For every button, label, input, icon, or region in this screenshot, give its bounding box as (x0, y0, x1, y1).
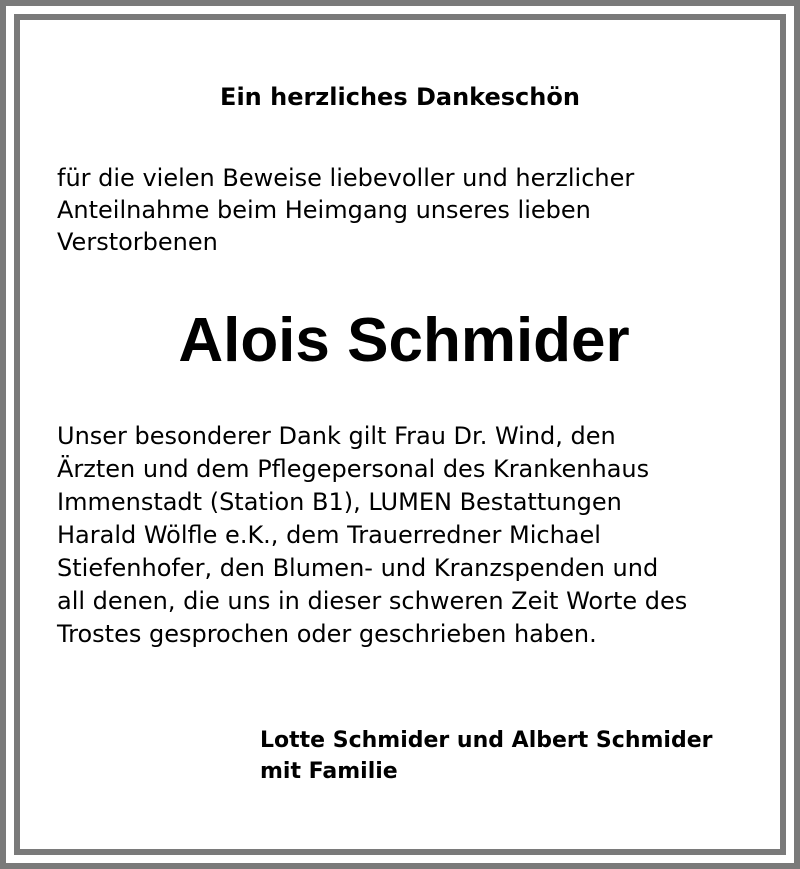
thanks-line: Ärzten und dem Pflegepersonal des Krankenhaus (57, 455, 650, 483)
signature-block (260, 725, 780, 787)
thanks-line: all denen, die uns in dieser schweren Zeit Worte des (57, 587, 688, 615)
notice-heading: Ein herzliches Dankeschön (220, 83, 580, 111)
thanks-paragraph (57, 420, 777, 651)
deceased-name: Alois Schmider (178, 306, 630, 375)
intro-line: für die vielen Beweise liebevoller und herzlicher (57, 164, 635, 192)
thanks-line: Unser besonderer Dank gilt Frau Dr. Wind, den (57, 422, 616, 450)
intro-line: Anteilnahme beim Heimgang unseres lieben (57, 196, 591, 224)
thanks-line: Immenstadt (Station B1), LUMEN Bestattungen (57, 488, 622, 516)
thanks-line: Trostes gesprochen oder geschrieben haben. (57, 620, 597, 648)
intro-line: Verstorbenen (57, 228, 218, 256)
signature-line: mit Familie (260, 759, 398, 784)
intro-paragraph (57, 162, 757, 258)
thanks-line: Stiefenhofer, den Blumen- und Kranzspenden und (57, 554, 659, 582)
signature-line: Lotte Schmider und Albert Schmider (260, 728, 713, 753)
thanks-line: Harald Wölfle e.K., dem Trauerredner Michael (57, 521, 601, 549)
